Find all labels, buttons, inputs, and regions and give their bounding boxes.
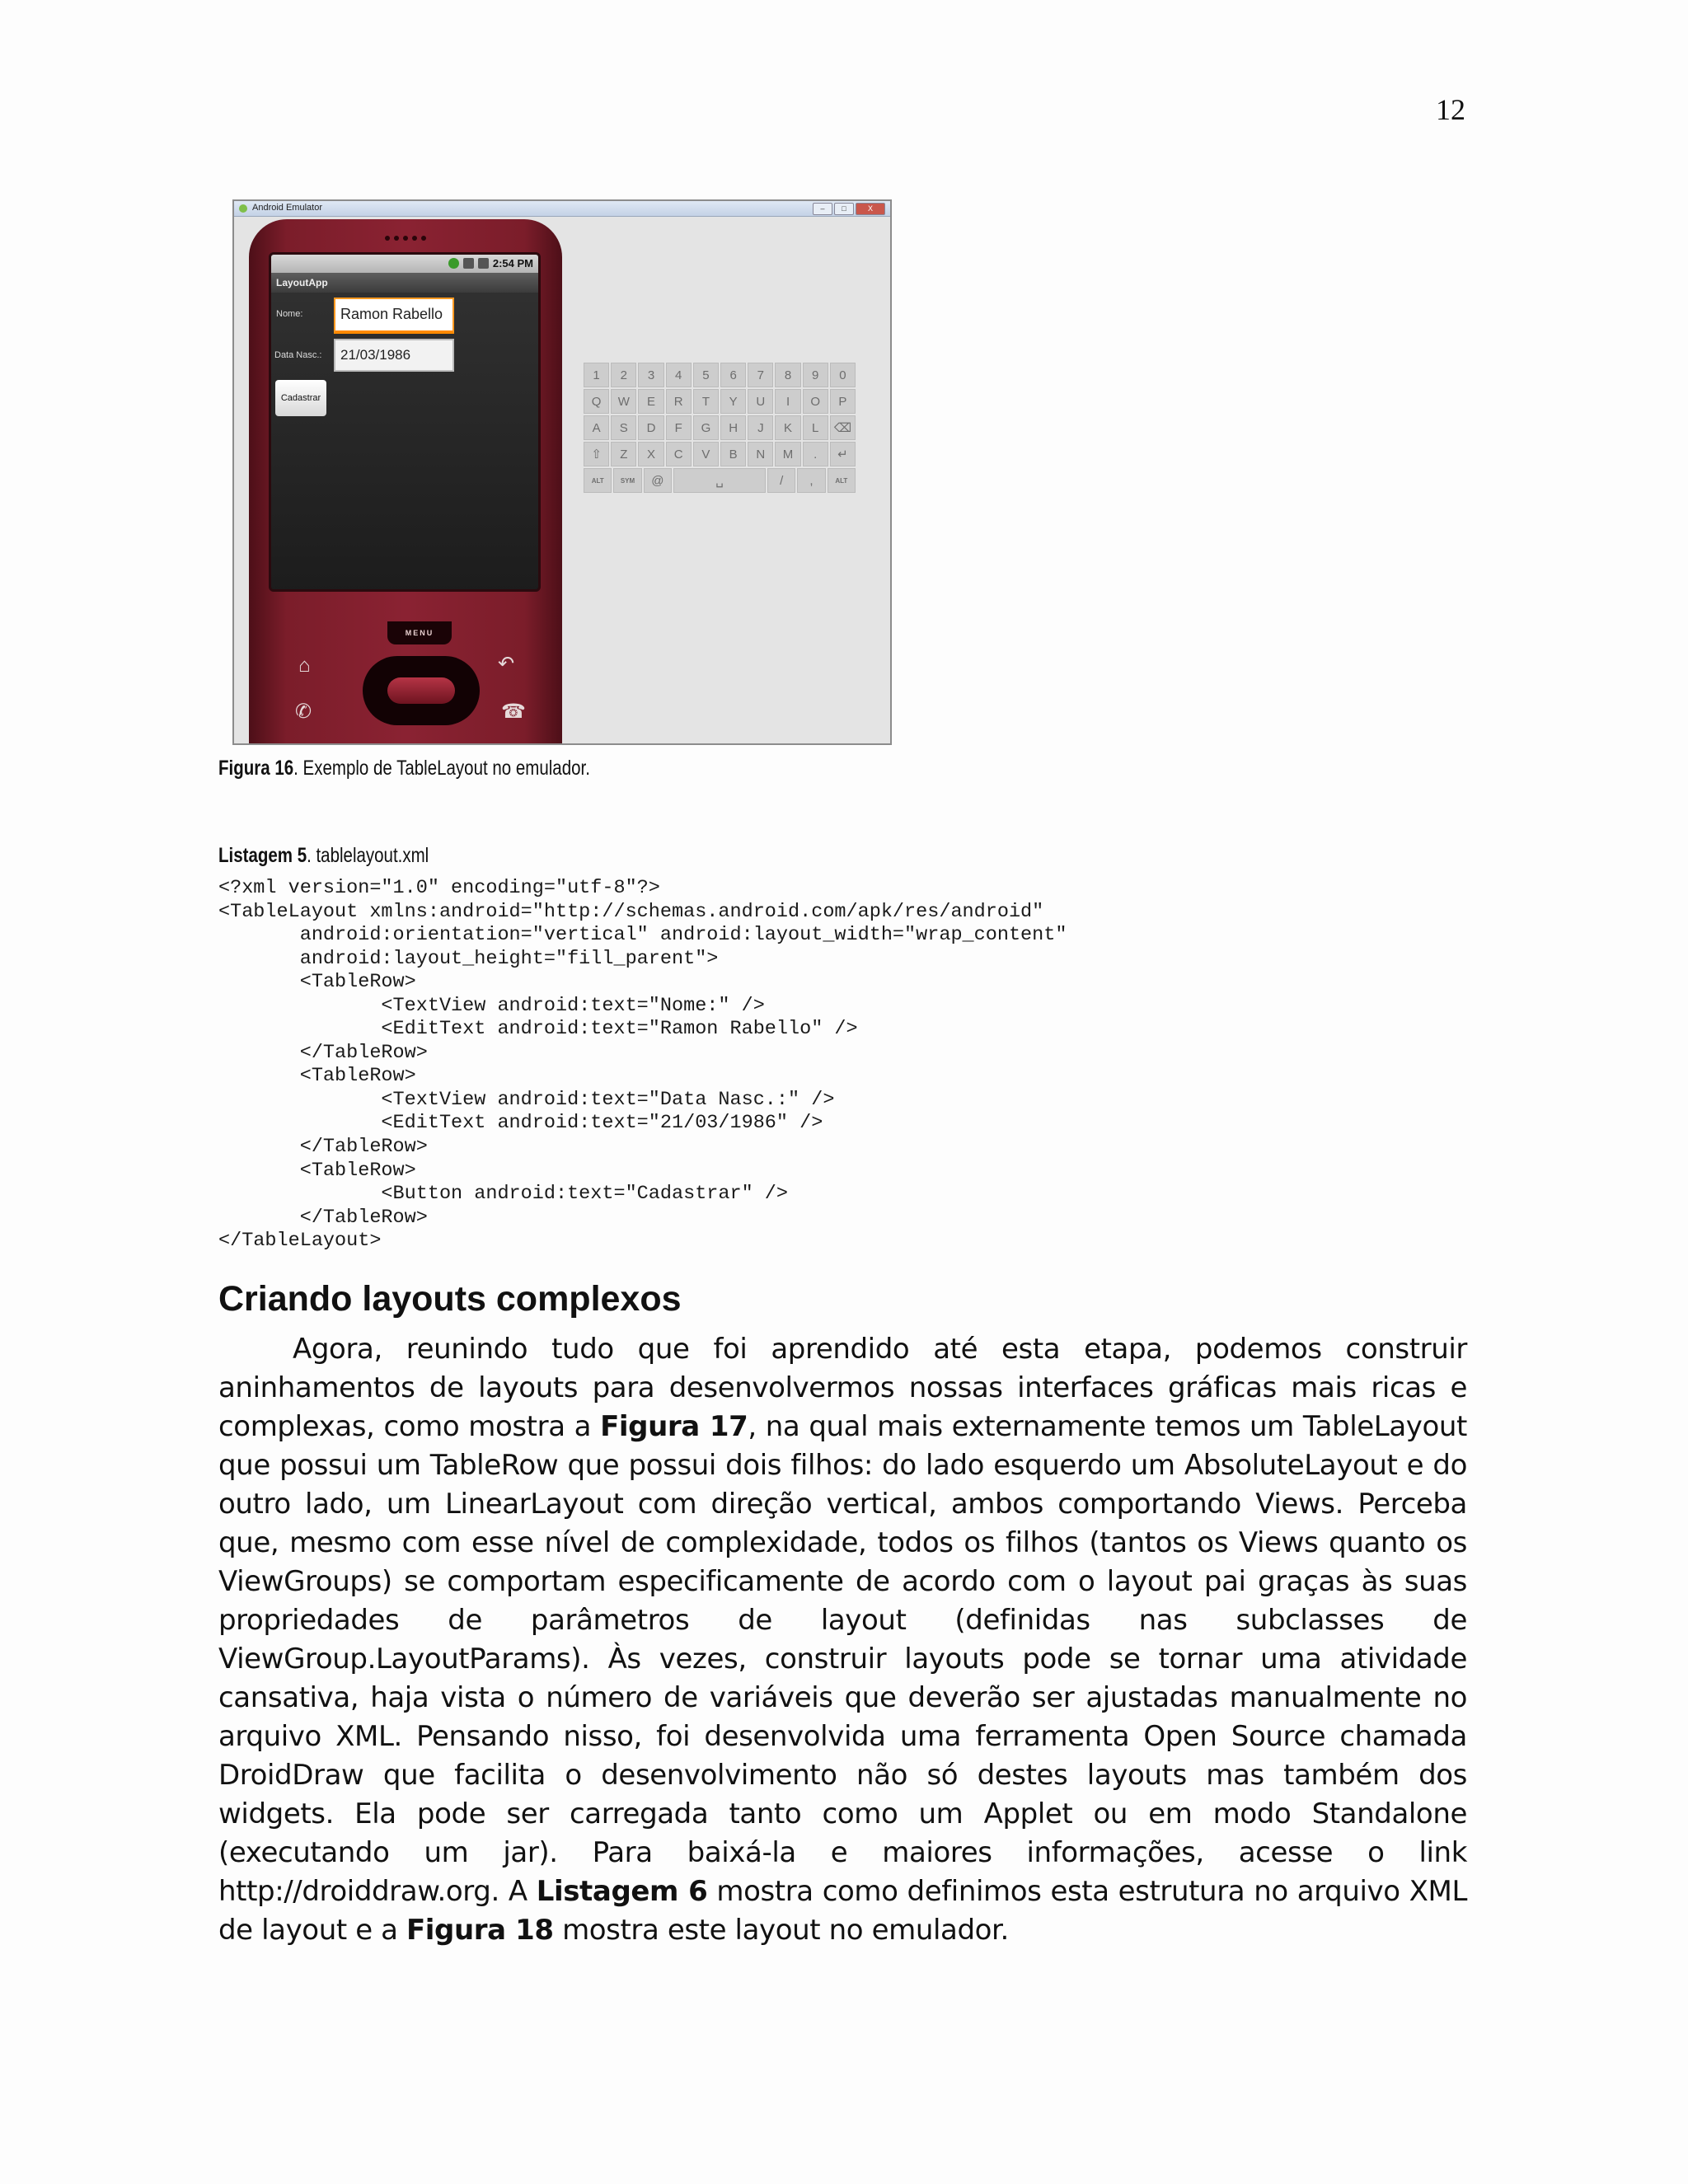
key[interactable]: E (638, 389, 663, 414)
code-line: <TableRow> (218, 971, 416, 994)
date-field[interactable]: 21/03/1986 (334, 339, 454, 372)
key[interactable]: 6 (720, 363, 746, 387)
maximize-button[interactable]: □ (834, 203, 854, 215)
key[interactable]: 3 (638, 363, 663, 387)
paragraph-text: Agora, reunindo tudo que foi aprendido até esta etapa, podemos construir aninhamentos de layouts para desenvolvermos nossas interfaces gráficas mais ricas e complexas, como mostra a (218, 1333, 1467, 1443)
speaker-grille (385, 236, 426, 241)
key[interactable]: / (767, 468, 795, 493)
emulator-app-icon (239, 204, 247, 213)
code-line: </TableRow> (218, 1041, 428, 1064)
delete-key-icon[interactable]: ⌫ (830, 415, 856, 440)
window-controls (813, 203, 885, 215)
keyboard-row (584, 468, 856, 493)
keyboard-row (584, 442, 856, 466)
key[interactable]: S (611, 415, 636, 440)
trackball[interactable] (363, 656, 480, 725)
key[interactable]: J (748, 415, 773, 440)
emulator-window-title: Android Emulator (252, 203, 322, 213)
code-line: <TextView android:text="Nome:" /> (218, 994, 765, 1017)
table-layout (271, 293, 538, 592)
status-time: 2:54 PM (492, 257, 533, 269)
paragraph-text: mostra como definimos esta estrutura no arquivo XML de layout e a (218, 1875, 1467, 1947)
emulator-keyboard (584, 363, 856, 494)
key[interactable]: Q (584, 389, 609, 414)
figure-caption-text: . Exemplo de TableLayout no emulador. (293, 757, 590, 780)
key[interactable]: 9 (803, 363, 828, 387)
code-line: </TableRow> (218, 1206, 428, 1229)
key[interactable]: 0 (830, 363, 856, 387)
key[interactable]: B (720, 442, 746, 466)
listing-reference: Listagem 6 (536, 1875, 708, 1908)
key[interactable]: 1 (584, 363, 609, 387)
code-line: <Button android:text="Cadastrar" /> (218, 1183, 789, 1206)
status-bar (271, 255, 538, 273)
key[interactable]: Z (611, 442, 636, 466)
menu-key[interactable]: MENU (387, 621, 452, 644)
key[interactable]: O (803, 389, 828, 414)
home-icon[interactable]: ⌂ (298, 654, 311, 677)
key[interactable]: @ (644, 468, 672, 493)
figure-reference: Figura 18 (406, 1914, 554, 1947)
listing-label: Listagem 5 (218, 844, 307, 867)
key[interactable]: C (666, 442, 692, 466)
key[interactable]: . (803, 442, 828, 466)
alt-key[interactable]: ALT (584, 468, 612, 493)
code-line: <TableLayout xmlns:android="http://schemas.android.com/apk/res/android" (218, 900, 1044, 923)
code-line: <TableRow> (218, 1065, 416, 1088)
key[interactable]: 2 (611, 363, 636, 387)
minimize-button[interactable]: – (813, 203, 832, 215)
keyboard-row (584, 363, 856, 387)
key[interactable]: I (775, 389, 800, 414)
key[interactable]: 4 (666, 363, 692, 387)
paragraph-text: , na qual mais externamente temos um TableLayout que possui um TableRow que possui dois filhos: do lado esquerdo um AbsoluteLayout e do outro lado, um LinearLayout com direção vertical, ambos comportando Views. Perceba que, mesmo com esse nível de complexidade, todos os filhos (tantos os Views quanto os ViewGroups) se comportam especificamente de acordo com o layout pai graças às suas propriedades de parâmetros de layout (definidas nas subclasses de ViewGroup.LayoutParams). Às vezes, construir layouts pode se tornar uma atividade cansativa, haja vista o número de variáveis que deverão ser ajustadas manualmente no arquivo XML. Pensando nisso, foi desenvolvida uma ferramenta Open Source chamada DroidDraw que facilita o desenvolvimento não só destes layouts mas também dos widgets. Ela pode ser carregada tanto como um Applet ou em modo Standalone (executando um jar). Para baixá-la e maiores informações, acesse o link http://droiddraw.org. A (218, 1410, 1467, 1908)
figure-caption (218, 757, 590, 780)
key[interactable]: L (803, 415, 828, 440)
code-line: <EditText android:text="21/03/1986" /> (218, 1112, 823, 1135)
key[interactable]: 7 (748, 363, 773, 387)
body-paragraph (218, 1330, 1467, 1950)
key[interactable]: A (584, 415, 609, 440)
alt-key[interactable]: ALT (828, 468, 856, 493)
keyboard-row (584, 415, 856, 440)
date-label: Data Nasc.: (274, 350, 322, 360)
battery-icon (478, 258, 489, 269)
code-line: </TableLayout> (218, 1230, 382, 1253)
notification-icon (448, 258, 459, 269)
code-line: <TextView android:text="Data Nasc.:" /> (218, 1088, 835, 1111)
emulator-titlebar (234, 201, 890, 217)
end-call-icon[interactable]: ☎ (501, 701, 526, 723)
code-line: </TableRow> (218, 1136, 428, 1159)
code-line: android:layout_height="fill_parent"> (218, 947, 719, 970)
page-number: 12 (1436, 93, 1465, 126)
figure-label: Figura 16 (218, 757, 294, 780)
key[interactable]: N (748, 442, 773, 466)
signal-icon (463, 258, 474, 269)
figure-reference: Figura 17 (600, 1410, 748, 1443)
key[interactable]: W (611, 389, 636, 414)
cadastrar-button[interactable]: Cadastrar (275, 380, 326, 416)
key[interactable]: M (775, 442, 800, 466)
close-button[interactable]: X (856, 203, 885, 215)
key[interactable]: G (693, 415, 719, 440)
key[interactable]: F (666, 415, 692, 440)
listing-caption-text: . tablelayout.xml (307, 844, 429, 867)
name-label: Nome: (276, 309, 303, 319)
phone-screen (269, 252, 541, 592)
key[interactable]: D (638, 415, 663, 440)
listing-caption (218, 844, 429, 868)
phone-body (249, 219, 562, 745)
code-line: <EditText android:text="Ramon Rabello" /> (218, 1018, 858, 1041)
enter-key-icon[interactable]: ↵ (830, 442, 856, 466)
key[interactable]: , (797, 468, 825, 493)
key[interactable]: U (748, 389, 773, 414)
back-icon[interactable]: ↶ (498, 653, 515, 675)
keyboard-row (584, 389, 856, 414)
key[interactable]: V (693, 442, 719, 466)
code-listing (218, 877, 1067, 1254)
space-key-icon[interactable]: ␣ (673, 468, 766, 493)
emulator-figure (232, 199, 892, 745)
key[interactable]: 8 (775, 363, 800, 387)
app-title: LayoutApp (271, 273, 538, 293)
key[interactable]: T (693, 389, 719, 414)
section-heading: Criando layouts complexos (218, 1279, 682, 1319)
key[interactable]: K (775, 415, 800, 440)
key[interactable]: H (720, 415, 746, 440)
key[interactable]: P (830, 389, 856, 414)
code-line: <TableRow> (218, 1159, 416, 1182)
sym-key[interactable]: SYM (613, 468, 641, 493)
paragraph-text: mostra este layout no emulador. (553, 1914, 1009, 1947)
name-field[interactable]: Ramon Rabello (334, 298, 454, 334)
code-line: android:orientation="vertical" android:layout_width="wrap_content" (218, 924, 1067, 947)
trackball-button[interactable] (387, 677, 455, 704)
key[interactable]: 5 (693, 363, 719, 387)
key[interactable]: Y (720, 389, 746, 414)
key[interactable]: X (638, 442, 663, 466)
key[interactable]: R (666, 389, 692, 414)
code-line: <?xml version="1.0" encoding="utf-8"?> (218, 877, 660, 899)
call-icon[interactable]: ✆ (295, 701, 312, 723)
shift-key-icon[interactable]: ⇧ (584, 442, 609, 466)
